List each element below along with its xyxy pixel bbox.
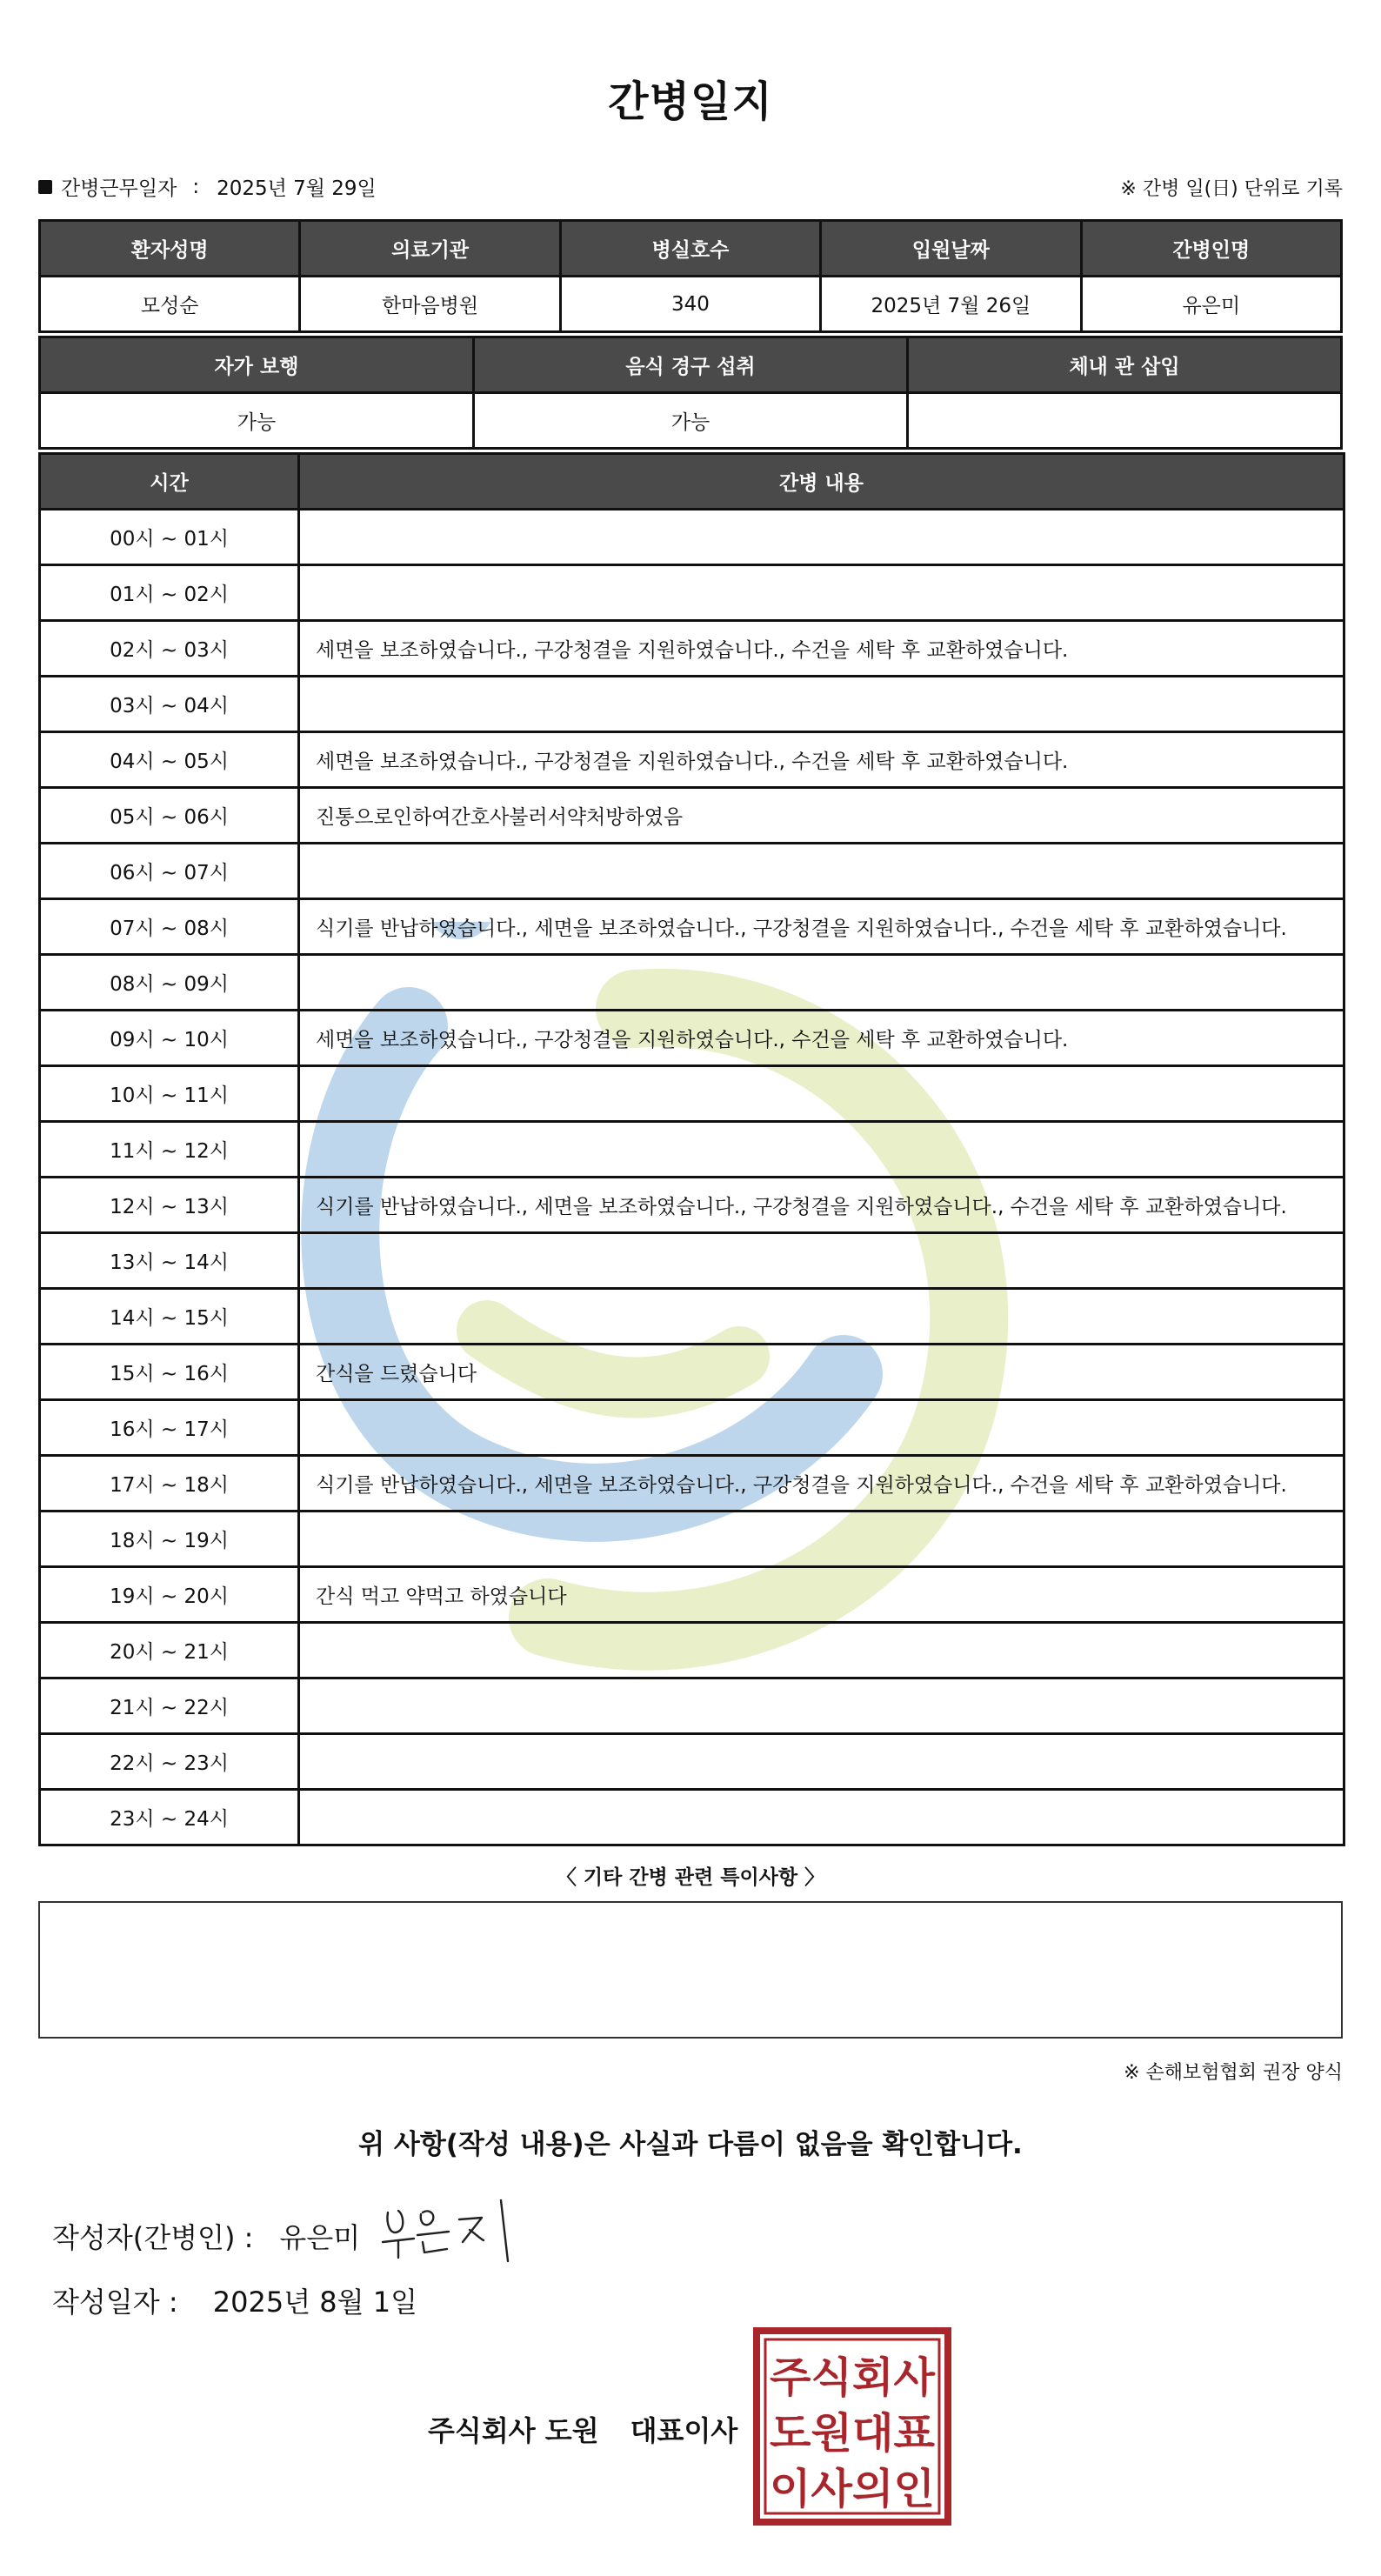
log-time-cell: 12시 ~ 13시: [40, 1178, 299, 1233]
log-time-cell: 10시 ~ 11시: [40, 1066, 299, 1122]
page-title: 간병일지: [608, 77, 773, 126]
company-name: 주식회사 도원: [428, 2414, 599, 2447]
log-time-cell: 02시 ~ 03시: [40, 621, 299, 677]
care-log-row: [40, 732, 1344, 788]
care-log-row: [40, 1790, 1344, 1845]
log-content-cell: 세면을 보조하였습니다., 구강청결을 지원하였습니다., 수건을 세탁 후 교환하였습니다.: [299, 1011, 1344, 1066]
duty-date-value: 2025년 7월 29일: [217, 177, 377, 200]
duty-date-label: 간병근무일자: [61, 177, 177, 200]
care-log-row: [40, 1734, 1344, 1790]
record-note: ※ 간병 일(日) 단위로 기록: [1120, 178, 1343, 200]
log-time-cell: 23시 ~ 24시: [40, 1790, 299, 1845]
log-content-cell: 세면을 보조하였습니다., 구강청결을 지원하였습니다., 수건을 세탁 후 교환하였습니다.: [299, 732, 1344, 788]
value-institution: 한마음병원: [300, 277, 560, 332]
log-content-cell: [299, 677, 1344, 732]
care-log-table: [38, 452, 1345, 1846]
log-content-cell: 식기를 반납하였습니다., 세면을 보조하였습니다., 구강청결을 지원하였습니다., 수건을 세탁 후 교환하였습니다.: [299, 899, 1344, 955]
care-log-row: [40, 510, 1344, 565]
author-label: 작성자(간병인) :: [52, 2221, 254, 2254]
header-time: 시간: [40, 454, 299, 510]
header-oral-intake: 음식 경구 섭취: [474, 337, 908, 393]
log-content-cell: [299, 1066, 1344, 1122]
header-caregiver-name: 간병인명: [1081, 221, 1341, 277]
log-content-cell: [299, 1233, 1344, 1289]
log-time-cell: 20시 ~ 21시: [40, 1623, 299, 1678]
care-log-row: [40, 1066, 1344, 1122]
log-content-cell: [299, 1289, 1344, 1345]
log-time-cell: 01시 ~ 02시: [40, 565, 299, 621]
log-content-cell: [299, 955, 1344, 1011]
value-self-walking: 가능: [40, 393, 474, 449]
care-log-row: [40, 1400, 1344, 1456]
log-content-cell: 식기를 반납하였습니다., 세면을 보조하였습니다., 구강청결을 지원하였습니다., 수건을 세탁 후 교환하였습니다.: [299, 1456, 1344, 1512]
log-content-cell: [299, 1122, 1344, 1178]
care-log-row: [40, 1178, 1344, 1233]
header-tube-insertion: 체내 관 삽입: [908, 337, 1342, 393]
log-time-cell: 21시 ~ 22시: [40, 1678, 299, 1734]
log-time-cell: 13시 ~ 14시: [40, 1233, 299, 1289]
value-room-number: 340: [560, 277, 820, 332]
handwritten-signature: [379, 2188, 536, 2266]
log-time-cell: 15시 ~ 16시: [40, 1345, 299, 1400]
patient-status-value-row: [40, 393, 1342, 449]
log-content-cell: [299, 844, 1344, 899]
header-patient-name: 환자성명: [40, 221, 300, 277]
log-time-cell: 05시 ~ 06시: [40, 788, 299, 844]
care-log-row: [40, 1345, 1344, 1400]
log-time-cell: 16시 ~ 17시: [40, 1400, 299, 1456]
care-log-row: [40, 677, 1344, 732]
log-time-cell: 07시 ~ 08시: [40, 899, 299, 955]
patient-info-header-row: [40, 221, 1342, 277]
confirmation-statement: 위 사항(작성 내용)은 사실과 다름이 없음을 확인합니다.: [358, 2129, 1023, 2160]
written-date-value: 2025년 8월 1일: [212, 2286, 418, 2319]
log-time-cell: 09시 ~ 10시: [40, 1011, 299, 1066]
log-content-cell: [299, 1400, 1344, 1456]
patient-info-value-row: [40, 277, 1342, 332]
remarks-heading: 〈 기타 간병 관련 특이사항 〉: [556, 1866, 825, 1889]
remarks-box: [38, 1901, 1343, 2039]
header-room-number: 병실호수: [560, 221, 820, 277]
log-content-cell: 식기를 반납하였습니다., 세면을 보조하였습니다., 구강청결을 지원하였습니다., 수건을 세탁 후 교환하였습니다.: [299, 1178, 1344, 1233]
log-time-cell: 22시 ~ 23시: [40, 1734, 299, 1790]
care-log-row: [40, 1011, 1344, 1066]
company-signature-line: [428, 2409, 737, 2449]
log-time-cell: 14시 ~ 15시: [40, 1289, 299, 1345]
care-log-row: [40, 1456, 1344, 1512]
author-row: [52, 2216, 360, 2256]
value-caregiver-name: 유은미: [1081, 277, 1341, 332]
log-time-cell: 17시 ~ 18시: [40, 1456, 299, 1512]
care-log-row: [40, 1623, 1344, 1678]
care-log-header-row: [40, 454, 1344, 510]
log-time-cell: 11시 ~ 12시: [40, 1122, 299, 1178]
duty-date-row: [38, 172, 377, 201]
care-log-row: [40, 1122, 1344, 1178]
log-content-cell: [299, 1623, 1344, 1678]
log-content-cell: [299, 1512, 1344, 1567]
log-content-cell: 세면을 보조하였습니다., 구강청결을 지원하였습니다., 수건을 세탁 후 교환하였습니다.: [299, 621, 1344, 677]
log-time-cell: 08시 ~ 09시: [40, 955, 299, 1011]
care-log-row: [40, 788, 1344, 844]
company-seal-stamp: [753, 2327, 951, 2526]
log-time-cell: 18시 ~ 19시: [40, 1512, 299, 1567]
care-log-row: [40, 1678, 1344, 1734]
log-content-cell: [299, 1678, 1344, 1734]
log-content-cell: 진통으로인하여간호사불러서약처방하였음: [299, 788, 1344, 844]
log-time-cell: 03시 ~ 04시: [40, 677, 299, 732]
value-tube-insertion: [908, 393, 1342, 449]
written-date-label: 작성일자 :: [52, 2286, 178, 2319]
log-content-cell: 간식 먹고 약먹고 하였습니다: [299, 1567, 1344, 1623]
value-admission-date: 2025년 7월 26일: [821, 277, 1081, 332]
log-content-cell: [299, 510, 1344, 565]
log-content-cell: 간식을 드렸습니다: [299, 1345, 1344, 1400]
header-care-content: 간병 내용: [299, 454, 1344, 510]
seal-line-1: 주식회사: [770, 2353, 936, 2402]
care-log-row: [40, 1567, 1344, 1623]
value-oral-intake: 가능: [474, 393, 908, 449]
care-log-row: [40, 955, 1344, 1011]
log-time-cell: 19시 ~ 20시: [40, 1567, 299, 1623]
written-date-row: [52, 2280, 417, 2320]
bullet-square-icon: [38, 180, 52, 194]
author-name: 유은미: [279, 2221, 361, 2254]
care-log-row: [40, 621, 1344, 677]
care-log-row: [40, 844, 1344, 899]
log-content-cell: [299, 1734, 1344, 1790]
care-log-body: [40, 510, 1344, 1845]
care-log-row: [40, 565, 1344, 621]
source-note: ※ 손해보험협회 권장 양식: [1124, 2062, 1343, 2084]
log-time-cell: 06시 ~ 07시: [40, 844, 299, 899]
seal-line-3: 이사의인: [770, 2465, 935, 2513]
log-time-cell: 04시 ~ 05시: [40, 732, 299, 788]
duty-date-colon: :: [192, 175, 200, 198]
care-log-row: [40, 1233, 1344, 1289]
log-content-cell: [299, 565, 1344, 621]
patient-status-table: [38, 336, 1343, 450]
header-self-walking: 자가 보행: [40, 337, 474, 393]
patient-status-header-row: [40, 337, 1342, 393]
care-log-row: [40, 1512, 1344, 1567]
header-institution: 의료기관: [300, 221, 560, 277]
log-time-cell: 00시 ~ 01시: [40, 510, 299, 565]
patient-info-table: [38, 219, 1343, 333]
value-patient-name: 모성순: [40, 277, 300, 332]
company-title: 대표이사: [630, 2414, 738, 2447]
header-admission-date: 입원날짜: [821, 221, 1081, 277]
seal-line-2: 도원대표: [770, 2409, 936, 2458]
care-log-row: [40, 899, 1344, 955]
care-log-row: [40, 1289, 1344, 1345]
log-content-cell: [299, 1790, 1344, 1845]
